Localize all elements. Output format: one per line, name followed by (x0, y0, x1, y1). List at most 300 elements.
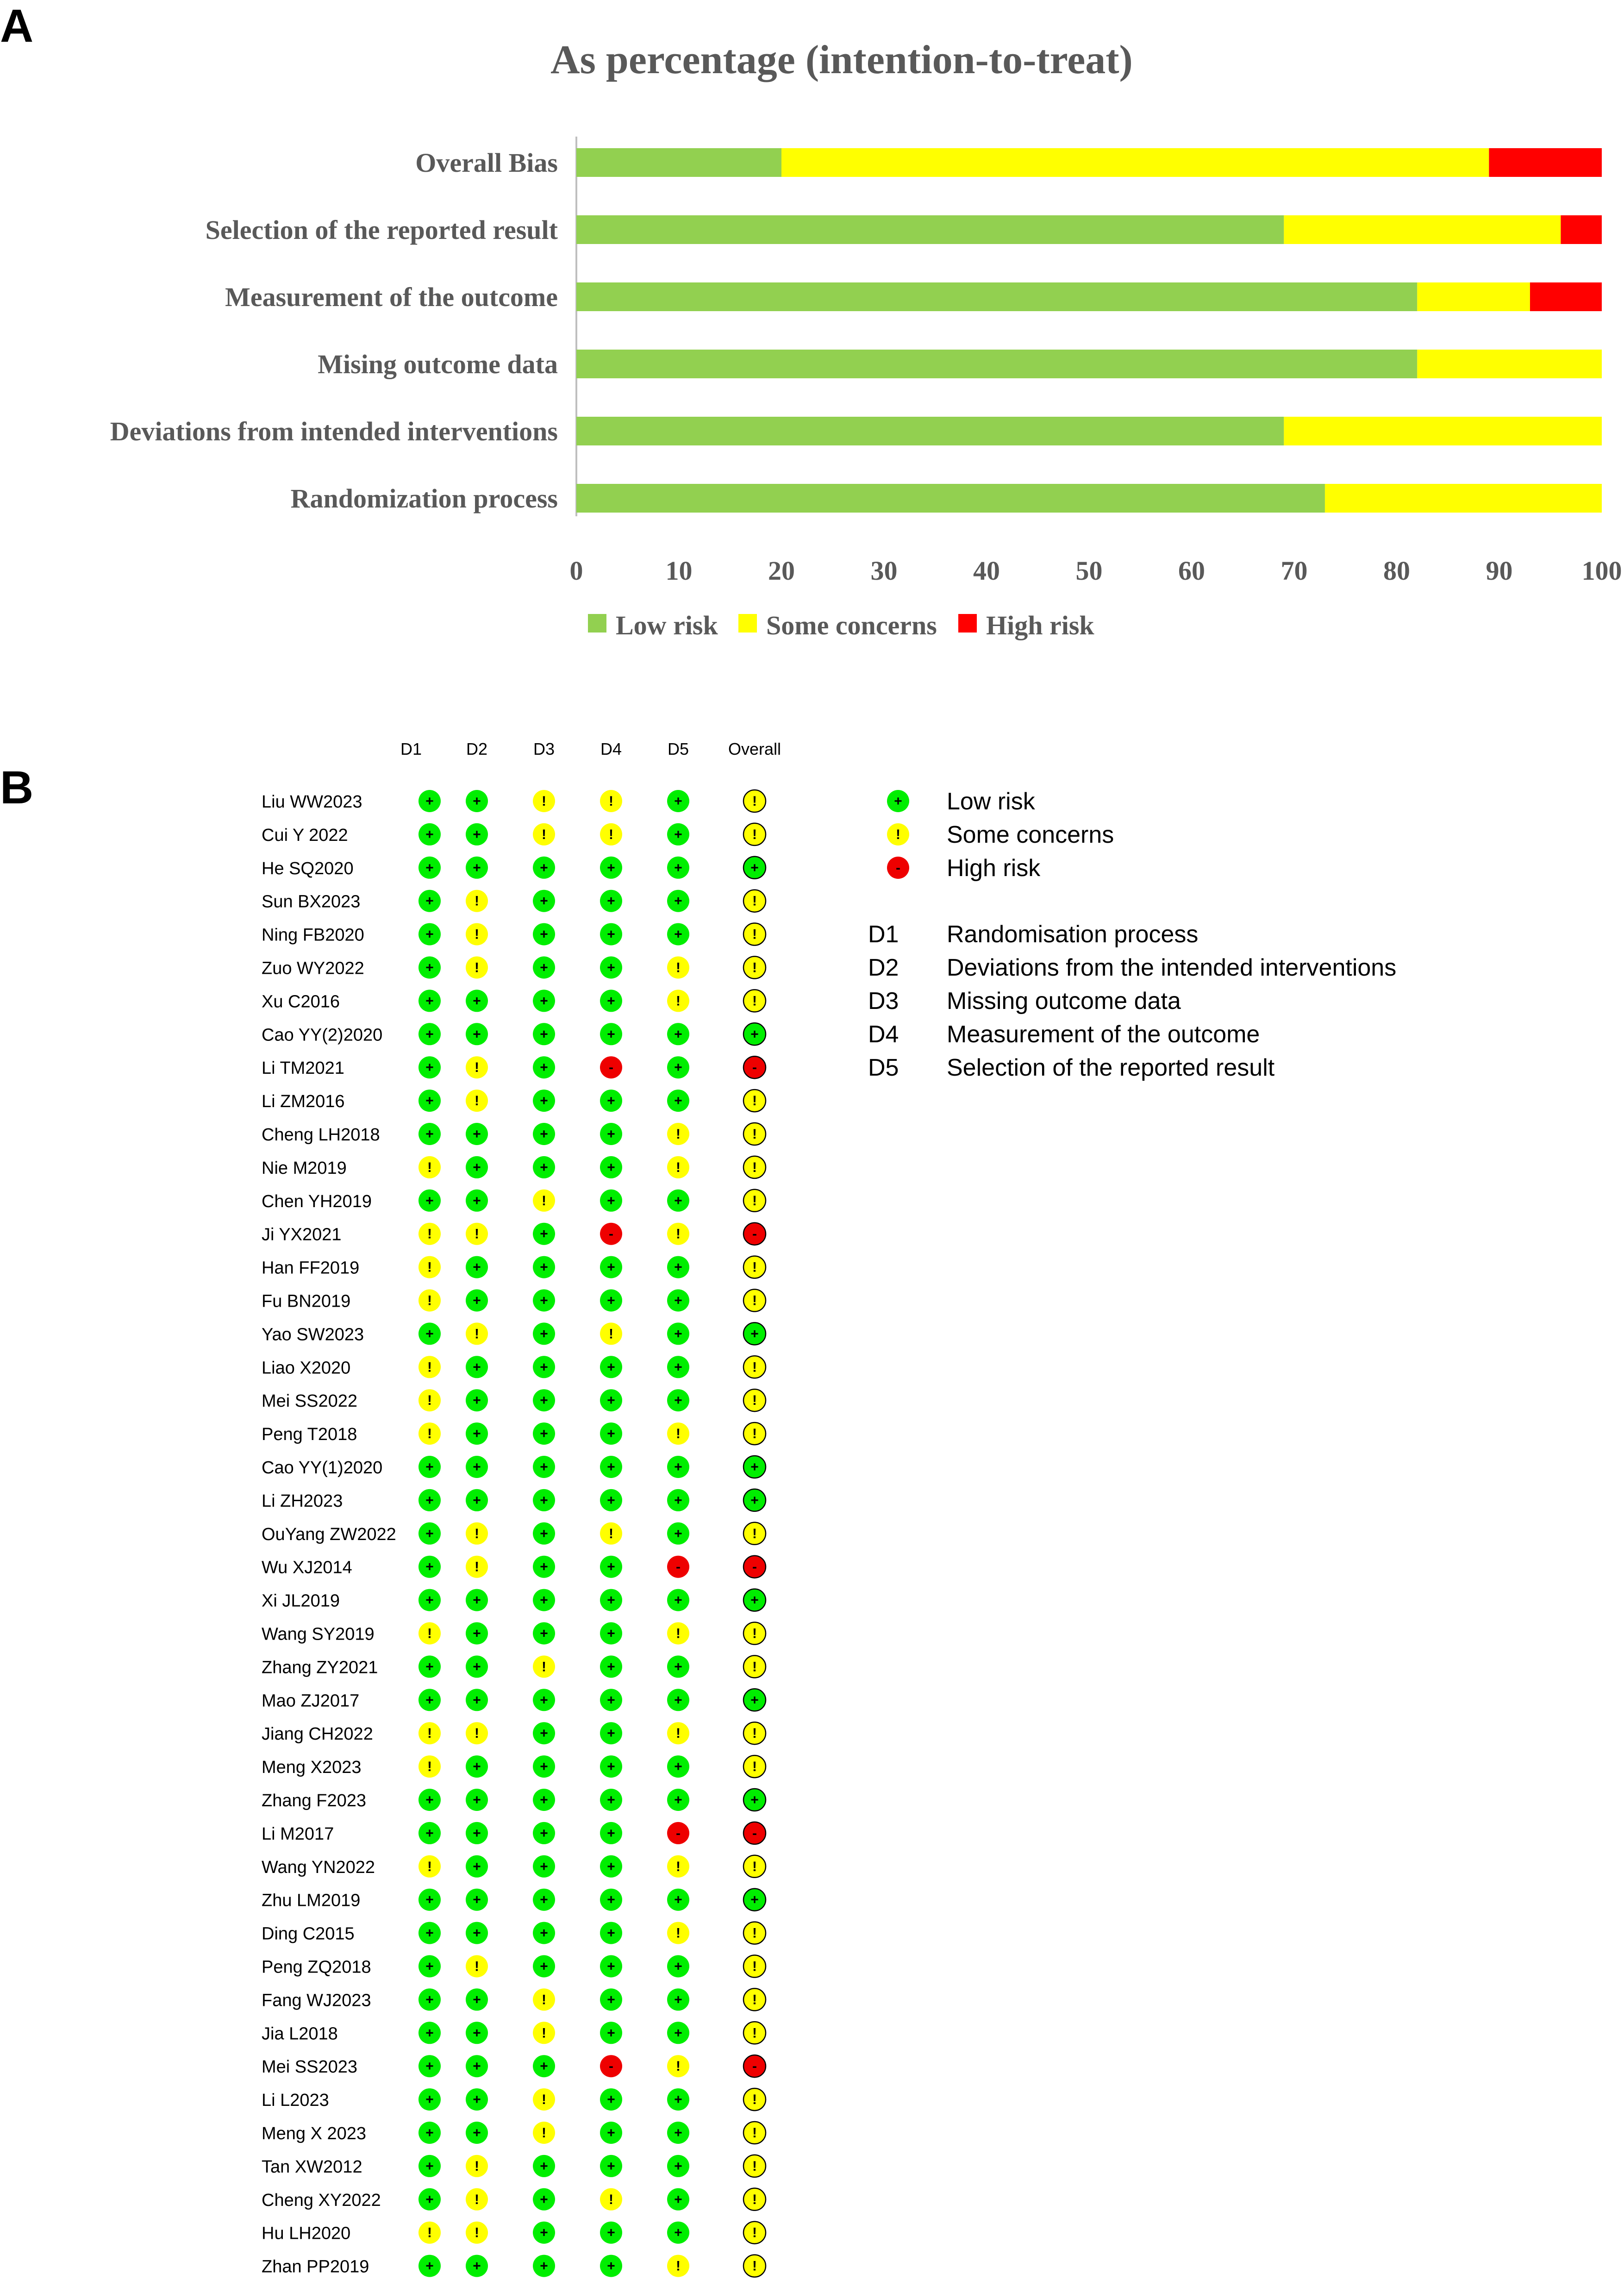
rating-symbol: ! (609, 1326, 613, 1342)
rating-symbol: + (607, 2225, 615, 2241)
study-row (262, 1589, 766, 1611)
rating-symbol: ! (542, 827, 546, 842)
rating-low-icon (667, 1589, 689, 1611)
rating-low-icon (418, 1023, 441, 1045)
x-tick-label: 100 (1581, 556, 1622, 586)
rating-symbol: + (425, 1925, 434, 1941)
study-row (262, 1256, 766, 1278)
rating-low-icon (466, 1290, 488, 1312)
rating-symbol: ! (752, 1127, 757, 1142)
rating-some-icon (743, 1422, 766, 1445)
rating-low-icon (743, 857, 766, 879)
rating-symbol: ! (752, 2158, 757, 2174)
rating-symbol: + (540, 2158, 548, 2174)
rating-some-icon (743, 823, 766, 846)
rating-low-icon (600, 1090, 622, 1112)
rating-symbol: + (540, 1159, 548, 1175)
traffic-light-legend (868, 788, 1396, 1081)
rating-symbol: ! (427, 2225, 432, 2241)
rating-low-icon (667, 1290, 689, 1312)
legend-domain-label: Missing outcome data (947, 988, 1181, 1015)
rating-low-icon (533, 1855, 555, 1878)
rating-symbol: ! (752, 993, 757, 1009)
rating-symbol: ! (542, 2125, 546, 2141)
rating-some-icon (418, 1290, 441, 1312)
rating-symbol: + (674, 2192, 682, 2207)
panel-b (0, 739, 1396, 2277)
rating-symbol: - (609, 2059, 613, 2074)
legend-rating-label: High risk (947, 855, 1041, 882)
rating-symbol: + (425, 2158, 434, 2174)
rating-some-icon (743, 1123, 766, 1145)
rating-low-icon (743, 1322, 766, 1345)
rating-low-icon (600, 2022, 622, 2044)
rating-low-icon (667, 857, 689, 879)
rating-low-icon (667, 1889, 689, 1911)
rating-symbol: + (674, 2125, 682, 2141)
rating-low-icon (600, 1822, 622, 1844)
study-name: Mei SS2022 (262, 1391, 358, 1411)
study-row (262, 1889, 766, 1911)
rating-low-icon (418, 1889, 441, 1911)
rating-low-icon (533, 923, 555, 946)
rating-symbol: ! (752, 827, 757, 842)
bar-high-risk (1530, 282, 1602, 311)
rating-low-icon (418, 823, 441, 846)
rating-low-icon (418, 1090, 441, 1112)
rating-low-icon (466, 1422, 488, 1445)
rating-low-icon (533, 1156, 555, 1178)
rating-some-icon (743, 2155, 766, 2177)
rating-some-icon (533, 2122, 555, 2144)
study-row (262, 923, 766, 946)
bar-low-risk (576, 282, 1417, 311)
rating-symbol: ! (475, 927, 479, 942)
rating-symbol: + (425, 2125, 434, 2141)
rating-symbol: + (607, 1259, 615, 1275)
rating-symbol: + (540, 860, 548, 876)
rating-low-icon (533, 1789, 555, 1811)
rating-low-icon (667, 1522, 689, 1545)
rating-symbol: + (607, 2092, 615, 2108)
bar-some-concerns (1417, 282, 1530, 311)
rating-symbol: ! (676, 2059, 681, 2074)
rating-low-icon (466, 1988, 488, 2010)
study-row (262, 1389, 766, 1411)
rating-symbol: ! (676, 1159, 681, 1175)
rating-symbol: ! (752, 2092, 757, 2108)
rating-low-icon (533, 857, 555, 879)
rating-symbol: - (896, 860, 900, 876)
rating-symbol: + (425, 1592, 434, 1608)
rating-low-icon (466, 1456, 488, 1478)
rating-low-icon (600, 1156, 622, 1178)
rating-some-icon (743, 990, 766, 1012)
rating-some-icon (466, 1090, 488, 1112)
bar-low-risk (576, 484, 1325, 513)
rating-low-icon (600, 2155, 622, 2177)
rating-symbol: + (425, 1459, 434, 1475)
rating-low-icon (418, 1922, 441, 1944)
study-row (262, 1922, 766, 1944)
rating-symbol: + (894, 794, 902, 809)
rating-symbol: ! (896, 827, 900, 842)
study-name: Peng T2018 (262, 1425, 357, 1445)
rating-symbol: + (473, 1925, 481, 1941)
rating-symbol: ! (752, 1925, 757, 1941)
rating-high-icon (743, 1556, 766, 1578)
rating-symbol: + (674, 1359, 682, 1375)
rating-some-icon (533, 790, 555, 812)
study-row (262, 2022, 766, 2044)
legend-swatch (958, 614, 977, 633)
x-tick-label: 60 (1178, 556, 1205, 586)
rating-high-icon (743, 1056, 766, 1078)
rating-some-icon (667, 1722, 689, 1744)
rating-low-icon (533, 1422, 555, 1445)
rating-symbol: ! (752, 2192, 757, 2207)
rating-some-icon (743, 1290, 766, 1312)
rating-symbol: + (425, 960, 434, 976)
rating-low-icon (743, 1589, 766, 1611)
rating-symbol: ! (752, 960, 757, 976)
rating-symbol: + (674, 1293, 682, 1309)
rating-some-icon (533, 1655, 555, 1678)
rating-symbol: + (425, 927, 434, 942)
rating-symbol: + (473, 1626, 481, 1641)
rating-symbol: ! (752, 2025, 757, 2041)
rating-symbol: + (674, 1992, 682, 2008)
rating-symbol: + (674, 1526, 682, 1541)
study-name: Fang WJ2023 (262, 1991, 371, 2010)
rating-symbol: + (540, 1925, 548, 1941)
rating-some-icon (600, 790, 622, 812)
rating-some-icon (466, 1722, 488, 1744)
rating-symbol: + (473, 1127, 481, 1142)
rating-symbol: + (674, 2158, 682, 2174)
rating-symbol: + (473, 827, 481, 842)
rating-low-icon (667, 1489, 689, 1511)
rating-low-icon (600, 1622, 622, 1645)
rating-some-icon (743, 2255, 766, 2277)
legend-swatch (588, 614, 606, 633)
rating-low-icon (600, 957, 622, 979)
x-tick-label: 20 (768, 556, 795, 586)
rating-some-icon (466, 2188, 488, 2211)
rating-symbol: + (540, 1393, 548, 1409)
study-name: Xu C2016 (262, 992, 340, 1012)
rating-symbol: + (473, 1759, 481, 1775)
bar-some-concerns (781, 148, 1489, 177)
study-name: Li M2017 (262, 1824, 334, 1844)
rating-symbol: + (607, 1592, 615, 1608)
rating-low-icon (466, 1389, 488, 1411)
rating-symbol: ! (676, 960, 681, 976)
rating-some-icon (743, 1922, 766, 1944)
rating-low-icon (600, 1456, 622, 1478)
rating-low-icon (600, 1489, 622, 1511)
rating-low-icon (466, 1889, 488, 1911)
rating-symbol: + (425, 1027, 434, 1042)
study-row (262, 957, 766, 979)
rating-low-icon (667, 890, 689, 912)
rating-symbol: ! (752, 1992, 757, 2008)
study-name: Ning FB2020 (262, 925, 364, 945)
rating-symbol: + (607, 927, 615, 942)
rating-low-icon (466, 790, 488, 812)
rating-low-icon (667, 1955, 689, 1978)
rating-symbol: + (674, 794, 682, 809)
study-row (262, 2155, 766, 2177)
rating-symbol: ! (752, 1959, 757, 1974)
study-row (262, 1755, 766, 1778)
rating-some-icon (533, 1988, 555, 2010)
rating-symbol: + (607, 893, 615, 909)
rating-low-icon (533, 2155, 555, 2177)
rating-symbol: + (540, 1293, 548, 1309)
rating-low-icon (667, 2155, 689, 2177)
rating-symbol: ! (752, 1626, 757, 1641)
rating-low-icon (667, 2088, 689, 2111)
rating-symbol: + (607, 1426, 615, 1442)
legend-rating-label: Low risk (947, 788, 1035, 815)
rating-low-icon (466, 1822, 488, 1844)
rating-symbol: + (607, 1825, 615, 1841)
rating-some-icon (667, 2255, 689, 2277)
rating-low-icon (743, 1889, 766, 1911)
rating-high-icon (743, 2055, 766, 2077)
rating-low-icon (418, 1822, 441, 1844)
rating-symbol: + (674, 1393, 682, 1409)
column-header: D5 (667, 739, 689, 758)
rating-low-icon (466, 823, 488, 846)
study-name: Wang SY2019 (262, 1624, 375, 1644)
rating-low-icon (533, 990, 555, 1012)
rating-some-icon (418, 2222, 441, 2244)
rating-symbol: + (750, 860, 759, 876)
rating-symbol: + (750, 1459, 759, 1475)
study-row (262, 1322, 766, 1345)
rating-some-icon (743, 890, 766, 912)
rating-some-icon (533, 2022, 555, 2044)
rating-low-icon (667, 1023, 689, 1045)
rating-low-icon (667, 2188, 689, 2211)
rating-symbol: + (540, 1060, 548, 1076)
x-tick-label: 50 (1075, 556, 1103, 586)
column-header: D4 (600, 739, 622, 758)
study-name: Liu WW2023 (262, 792, 362, 812)
rating-low-icon (466, 1256, 488, 1278)
x-tick-label: 70 (1280, 556, 1308, 586)
rating-low-icon (600, 1290, 622, 1312)
rating-low-icon (667, 923, 689, 946)
rating-symbol: + (607, 1159, 615, 1175)
rating-symbol: ! (427, 1293, 432, 1309)
rating-symbol: ! (475, 1226, 479, 1242)
rating-symbol: + (425, 1992, 434, 2008)
rating-symbol: + (425, 2192, 434, 2207)
x-tick-label: 0 (569, 556, 583, 586)
rating-symbol: ! (752, 1393, 757, 1409)
rating-symbol: + (425, 1825, 434, 1841)
rating-symbol: + (425, 1559, 434, 1575)
legend-domain-label: Measurement of the outcome (947, 1021, 1260, 1048)
rating-low-icon (533, 1622, 555, 1645)
rating-low-icon (418, 1689, 441, 1711)
rating-some-icon (743, 2088, 766, 2111)
rating-symbol: + (425, 1792, 434, 1808)
rating-some-icon (466, 1056, 488, 1078)
rating-symbol: ! (542, 1193, 546, 1209)
bar-low-risk (576, 350, 1417, 378)
rating-symbol: + (473, 2125, 481, 2141)
rating-low-icon (533, 1822, 555, 1844)
rating-symbol: ! (475, 1093, 479, 1109)
rating-symbol: + (473, 1592, 481, 1608)
study-row (262, 2122, 766, 2144)
rating-high-icon (667, 1822, 689, 1844)
rating-symbol: + (540, 1226, 548, 1242)
rating-symbol: ! (752, 1159, 757, 1175)
rating-some-icon (743, 1256, 766, 1278)
rating-low-icon (533, 1489, 555, 1511)
rating-low-icon (418, 1789, 441, 1811)
rating-low-icon (533, 1123, 555, 1145)
rating-low-icon (667, 1988, 689, 2010)
rating-low-icon (667, 1256, 689, 1278)
bar-low-risk (576, 417, 1284, 445)
rating-symbol: ! (475, 1726, 479, 1741)
rating-symbol: + (540, 1825, 548, 1841)
rating-symbol: + (540, 927, 548, 942)
study-name: Yao SW2023 (262, 1325, 364, 1345)
rating-symbol: + (674, 1959, 682, 1974)
category-label: Measurement of the outcome (225, 282, 558, 312)
rating-some-icon (466, 957, 488, 979)
rating-symbol: ! (752, 1193, 757, 1209)
study-name: Wang YN2022 (262, 1857, 375, 1877)
rating-symbol: + (425, 993, 434, 1009)
rating-some-icon (667, 1123, 689, 1145)
rating-symbol: ! (752, 2125, 757, 2141)
rating-symbol: ! (676, 1626, 681, 1641)
rating-symbol: + (674, 1193, 682, 1209)
rating-symbol: + (473, 1293, 481, 1309)
rating-symbol: + (473, 1492, 481, 1508)
rating-symbol: + (473, 794, 481, 809)
rating-low-icon (600, 1722, 622, 1744)
study-name: Ji YX2021 (262, 1225, 342, 1245)
rating-low-icon (533, 1023, 555, 1045)
rating-symbol: - (752, 1825, 757, 1841)
bar-some-concerns (1284, 417, 1602, 445)
rating-symbol: + (674, 1027, 682, 1042)
bar-low-risk (576, 215, 1284, 244)
rating-symbol: + (425, 2092, 434, 2108)
rating-symbol: + (425, 2258, 434, 2274)
rating-low-icon (533, 2255, 555, 2277)
rating-some-icon (743, 923, 766, 946)
rating-symbol: ! (752, 1726, 757, 1741)
study-row (262, 1123, 766, 1145)
rating-low-icon (418, 1589, 441, 1611)
rating-low-icon (466, 1689, 488, 1711)
bar-some-concerns (1417, 350, 1602, 378)
study-name: Li ZM2016 (262, 1092, 345, 1112)
rating-symbol: ! (427, 1759, 432, 1775)
rating-low-icon (466, 1755, 488, 1778)
rating-symbol: + (674, 1259, 682, 1275)
rating-low-icon (667, 1689, 689, 1711)
rating-symbol: ! (752, 1526, 757, 1541)
rating-some-icon (667, 1422, 689, 1445)
rating-low-icon (600, 1889, 622, 1911)
rating-symbol: + (473, 1193, 481, 1209)
rating-some-icon (418, 1256, 441, 1278)
study-name: Jia L2018 (262, 2024, 338, 2044)
study-name: Li L2023 (262, 2091, 329, 2111)
rating-some-icon (667, 1922, 689, 1944)
rating-some-icon (466, 1955, 488, 1978)
rating-low-icon (418, 1123, 441, 1145)
rating-low-icon (600, 1389, 622, 1411)
rating-symbol: + (540, 1492, 548, 1508)
rating-low-icon (418, 1322, 441, 1345)
rating-symbol: + (425, 2025, 434, 2041)
rating-some-icon (743, 1622, 766, 1645)
rating-symbol: + (607, 1726, 615, 1741)
rating-symbol: + (674, 1060, 682, 1076)
study-name: Jiang CH2022 (262, 1724, 373, 1744)
rating-symbol: - (752, 2059, 757, 2074)
rating-low-icon (743, 1489, 766, 1511)
rating-symbol: + (540, 2258, 548, 2274)
study-row (262, 1023, 766, 1045)
study-name: Cao YY(1)2020 (262, 1458, 383, 1478)
rating-symbol: + (674, 2225, 682, 2241)
rating-some-icon (533, 1190, 555, 1212)
rating-low-icon (600, 1556, 622, 1578)
rating-low-icon (418, 1056, 441, 1078)
rating-symbol: ! (752, 1293, 757, 1309)
rating-symbol: ! (427, 1726, 432, 1741)
study-name: Nie M2019 (262, 1158, 347, 1178)
rating-symbol: + (473, 1393, 481, 1409)
rating-symbol: + (425, 2059, 434, 2074)
bars (576, 148, 1602, 513)
rating-low-icon (466, 2055, 488, 2077)
rating-symbol: + (425, 1659, 434, 1675)
study-row (262, 2088, 766, 2111)
rating-symbol: + (607, 1393, 615, 1409)
column-header: Overall (728, 739, 781, 758)
rating-some-icon (418, 1855, 441, 1878)
rating-some-icon (743, 1855, 766, 1878)
rating-some-icon (743, 957, 766, 979)
x-tick-label: 10 (665, 556, 693, 586)
rating-low-icon (533, 1955, 555, 1978)
study-name: Cui Y 2022 (262, 825, 348, 845)
rating-symbol: + (607, 1459, 615, 1475)
rating-symbol: + (540, 2225, 548, 2241)
study-name: Fu BN2019 (262, 1291, 351, 1311)
rating-symbol: + (540, 1592, 548, 1608)
rating-low-icon (533, 2222, 555, 2244)
rating-low-icon (600, 1356, 622, 1378)
rating-symbol: ! (475, 1060, 479, 1076)
rating-symbol: + (674, 2092, 682, 2108)
rating-some-icon (667, 1855, 689, 1878)
